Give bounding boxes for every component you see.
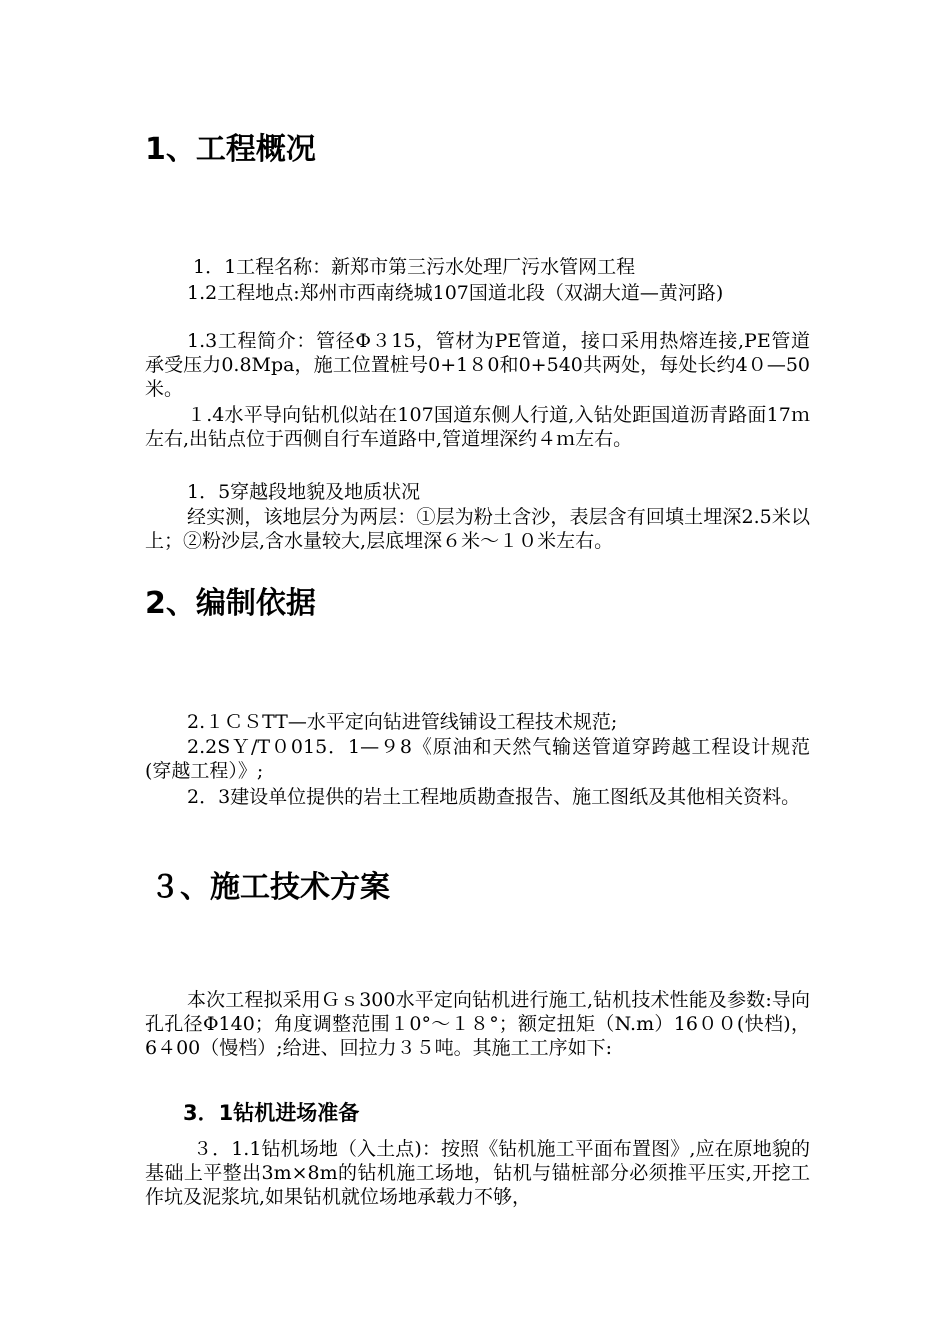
- paragraph-project-location: 1.2工程地点:郑州市西南绕城107国道北段（双湖大道—黄河路): [187, 282, 724, 304]
- paragraph-drill-site: ３．1.1钻机场地（入土点)：按照《钻机施工平面布置图》,应在原地貌的基础上平整出3m×8m的钻机施工场地，钻机与锚桩部分必须推平压实,开挖工作坑及泥浆坑,如果钻机就位场地承载力不够，: [145, 1138, 810, 1208]
- paragraph-basis-3: 2．3建设单位提供的岩土工程地质勘查报告、施工图纸及其他相关资料。: [187, 786, 801, 808]
- paragraph-drill-position: １.4水平导向钻机似站在107国道东侧人行道,入钻处距国道沥青路面17ｍ左右,出钻点位于西侧自行车道路中,管道埋深约４ｍ左右。: [145, 404, 810, 450]
- paragraph-geology-detail: 经实测，该地层分为两层：①层为粉土含沙，表层含有回填土埋深2.5米以上；②粉沙层,含水量较大,层底埋深６米～１０米左右。: [145, 506, 810, 552]
- paragraph-project-name: 1．1工程名称：新郑市第三污水处理厂污水管网工程: [193, 256, 636, 278]
- paragraph-geology-title: 1．5穿越段地貌及地质状况: [187, 481, 421, 503]
- paragraph-project-summary: 1.3工程简介：管径Φ３15，管材为PE管道，接口采用热熔连接,PE管道承受压力0.8Mpa，施工位置桩号0+1８0和0+540共两处，每处长约4０—50米。: [145, 330, 810, 400]
- subsection-heading-drill-preparation: 3．1钻机进场准备: [183, 1101, 360, 1125]
- paragraph-plan-intro: 本次工程拟采用Ｇｓ300水平定向钻机进行施工,钻机技术性能及参数:导向孔孔径Φ140；角度调整范围１0°～１８°；额定扭矩（N.m）16００(快档)，6４00（慢档）;给进、回拉力３５吨。其施工工序如下:: [145, 989, 810, 1059]
- section-heading-basis: 2、编制依据: [145, 586, 316, 621]
- paragraph-basis-1: 2.１ＣＳTT—水平定向钻进管线铺设工程技术规范;: [187, 711, 618, 733]
- section-heading-project-overview: 1、工程概况: [145, 132, 316, 167]
- section-heading-technical-plan: ３、施工技术方案: [150, 870, 390, 905]
- paragraph-basis-2: 2.2SＹ/T０015．1—９8《原油和天然气输送管道穿跨越工程设计规范(穿越工程）》;: [145, 736, 810, 782]
